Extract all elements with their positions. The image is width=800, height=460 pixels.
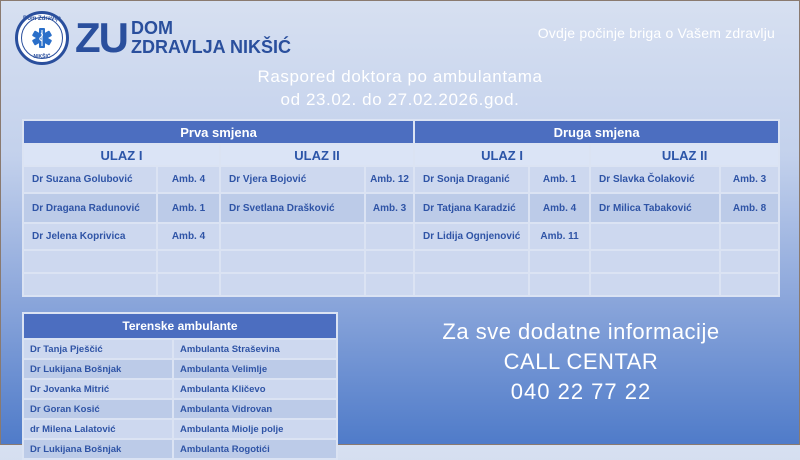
entrance-header: ULAZ I (414, 144, 590, 166)
doctor-cell: Dr Jovanka Mitrić (23, 379, 173, 399)
contact-info (381, 317, 781, 407)
logo (15, 11, 291, 65)
field-clinics-panel (22, 312, 336, 455)
table-row (23, 339, 337, 359)
doctor-cell: Dr Dragana Radunović (23, 193, 157, 223)
empty-cell (414, 250, 529, 273)
clinic-cell: Ambulanta Velimlje (173, 359, 337, 379)
clinic-cell: Ambulanta Miolje polje (173, 419, 337, 439)
empty-cell (220, 250, 365, 273)
ambulance-cell: Amb. 3 (365, 193, 414, 223)
doctor-cell: Dr Lukijana Bošnjak (23, 359, 173, 379)
page-title (1, 65, 799, 111)
doctor-cell: Dr Slavka Čolaković (590, 166, 720, 193)
ambulance-cell: Amb. 3 (720, 166, 779, 193)
doctor-cell: Dr Milica Tabaković (590, 193, 720, 223)
field-clinics-header: Terenske ambulante (23, 313, 337, 339)
schedule-table (22, 119, 780, 297)
doctor-cell: Dr Svetlana Drašković (220, 193, 365, 223)
logo-line1: DOM (131, 18, 173, 39)
table-row (23, 399, 337, 419)
doctor-cell: Dr Vjera Bojović (220, 166, 365, 193)
entrance-header: ULAZ II (220, 144, 414, 166)
empty-cell (414, 273, 529, 296)
ambulance-cell: Amb. 1 (529, 166, 590, 193)
ambulance-cell: Amb. 1 (157, 193, 220, 223)
phone-number: 040 22 77 22 (510, 379, 652, 404)
table-row (23, 419, 337, 439)
empty-cell (590, 273, 720, 296)
ambulance-cell: Amb. 4 (157, 223, 220, 250)
doctor-cell: Dr Sonja Draganić (414, 166, 529, 193)
empty-cell (529, 273, 590, 296)
ambulance-cell: Amb. 4 (529, 193, 590, 223)
ambulance-cell: Amb. 11 (529, 223, 590, 250)
logo-name (131, 19, 291, 57)
empty-cell (23, 250, 157, 273)
empty-cell (365, 273, 414, 296)
logo-abbr: ZU (75, 14, 127, 61)
doctor-cell: Dr Tatjana Karadzić (414, 193, 529, 223)
doctor-cell: Dr Jelena Koprivica (23, 223, 157, 250)
clinic-cell: Ambulanta Straševina (173, 339, 337, 359)
table-row-empty (23, 273, 779, 296)
empty-cell (529, 250, 590, 273)
clinic-cell: Ambulanta Vidrovan (173, 399, 337, 419)
table-row (23, 359, 337, 379)
field-clinics-table (22, 312, 338, 460)
doctor-cell (590, 223, 720, 250)
empty-cell (590, 250, 720, 273)
doctor-cell: dr Milena Lalatović (23, 419, 173, 439)
logo-ring-bottom-text: NIKŠIĆ (33, 54, 51, 60)
empty-cell (157, 250, 220, 273)
call-center-label: CALL CENTAR (503, 349, 659, 374)
table-row (23, 439, 337, 459)
doctor-cell: Dr Suzana Golubović (23, 166, 157, 193)
ambulance-cell (365, 223, 414, 250)
empty-cell (220, 273, 365, 296)
table-row (23, 379, 337, 399)
shift-header-first: Prva smjena (23, 120, 414, 144)
tagline: Ovdje počinje briga o Vašem zdravlju (537, 25, 775, 41)
logo-ring-top-text: Dom Zdravlja (22, 16, 61, 22)
ambulance-cell: Amb. 12 (365, 166, 414, 193)
table-row (23, 193, 779, 223)
title-line2: od 23.02. do 27.02.2026.god. (280, 90, 520, 109)
shift-header-second: Druga smjena (414, 120, 779, 144)
title-line1: Raspored doktora po ambulantama (257, 67, 543, 86)
empty-cell (157, 273, 220, 296)
ambulance-cell (720, 223, 779, 250)
doctor-cell: Dr Lidija Ognjenović (414, 223, 529, 250)
empty-cell (23, 273, 157, 296)
table-row (23, 166, 779, 193)
doctor-cell: Dr Goran Kosić (23, 399, 173, 419)
logo-emblem (15, 11, 69, 65)
empty-cell (720, 273, 779, 296)
table-row-empty (23, 250, 779, 273)
clinic-cell: Ambulanta Rogotići (173, 439, 337, 459)
entrance-header: ULAZ I (23, 144, 220, 166)
entrance-header: ULAZ II (590, 144, 779, 166)
ambulance-cell: Amb. 4 (157, 166, 220, 193)
doctor-cell: Dr Tanja Pješčić (23, 339, 173, 359)
doctor-cell (220, 223, 365, 250)
info-heading: Za sve dodatne informacije (442, 319, 720, 344)
ambulance-cell: Amb. 8 (720, 193, 779, 223)
clinic-cell: Ambulanta Kličevo (173, 379, 337, 399)
logo-line2: ZDRAVLJA NIKŠIĆ (131, 37, 292, 57)
table-row (23, 223, 779, 250)
doctor-cell: Dr Lukijana Bošnjak (23, 439, 173, 459)
empty-cell (720, 250, 779, 273)
empty-cell (365, 250, 414, 273)
